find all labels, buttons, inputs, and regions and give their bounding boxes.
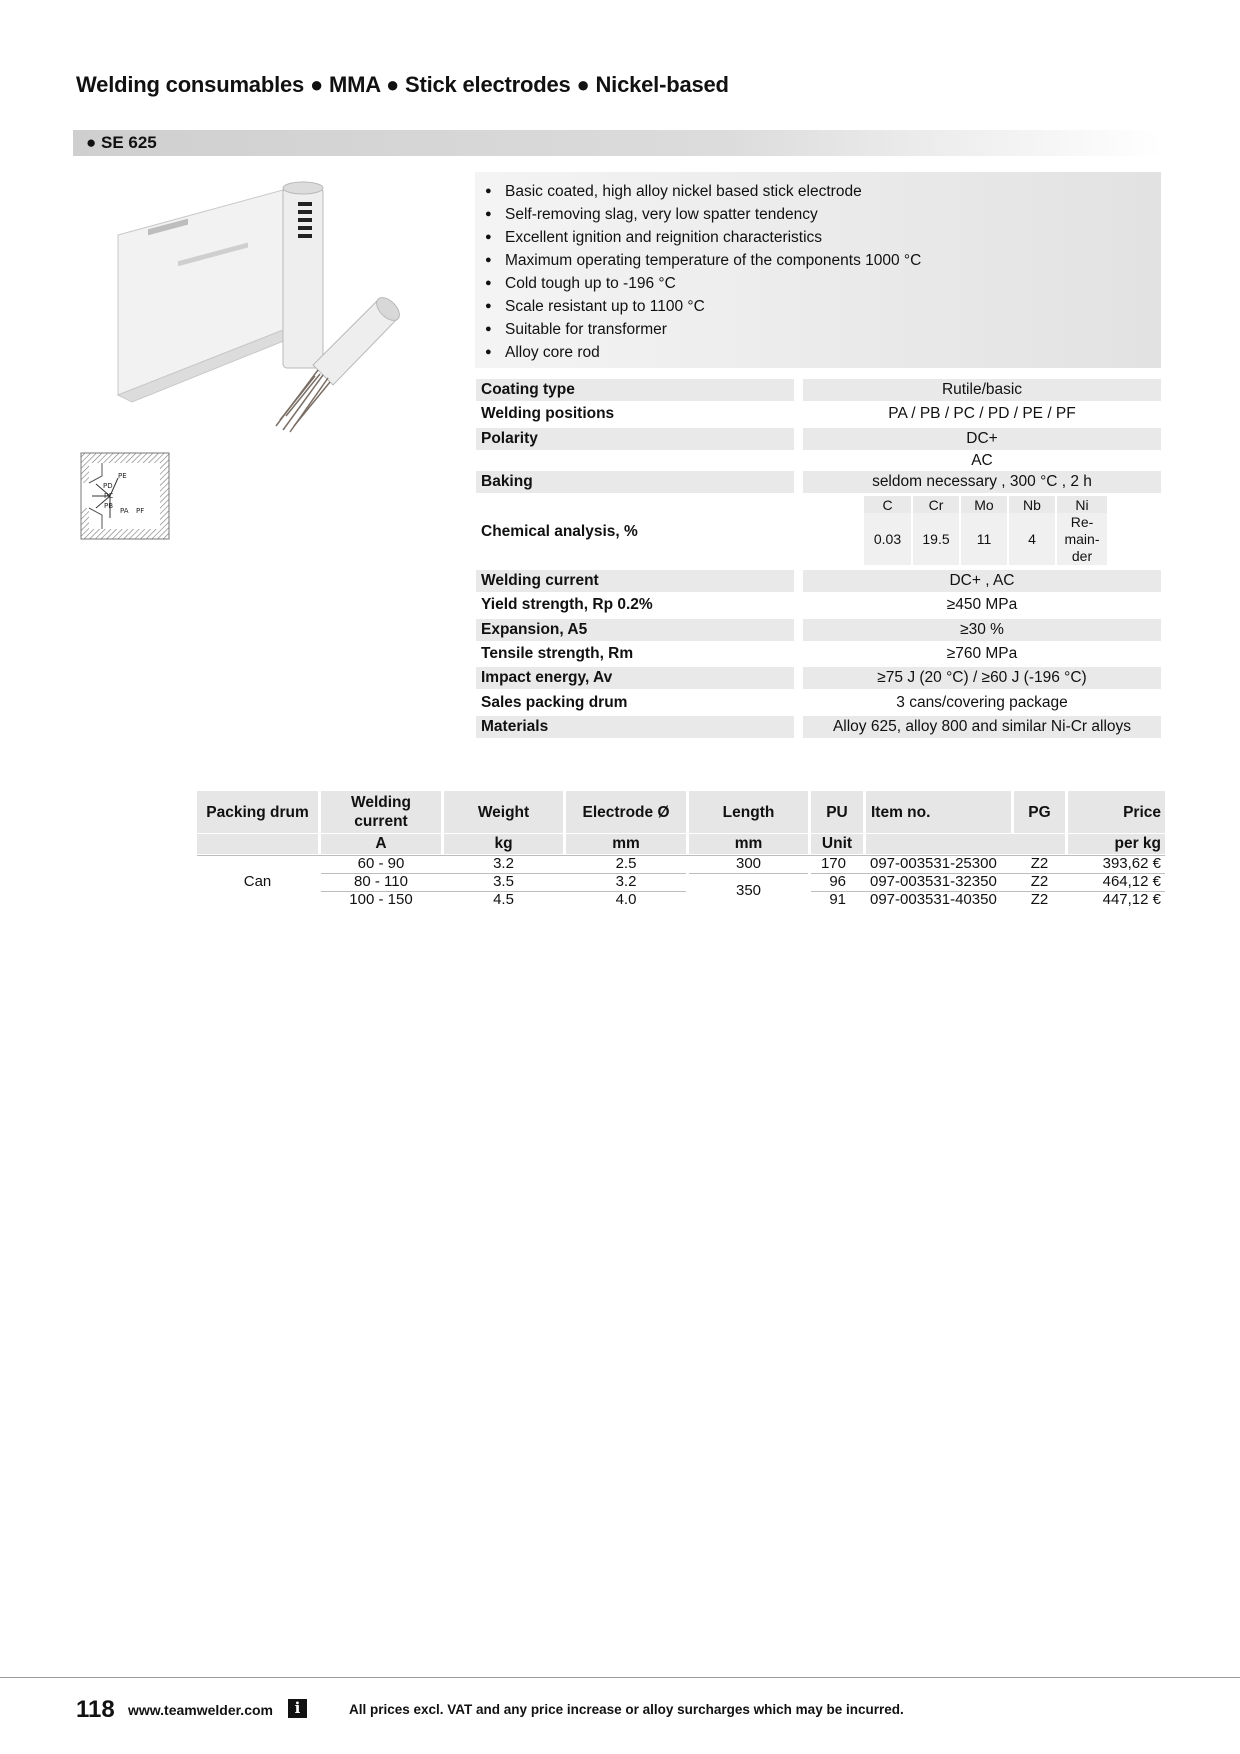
impact-energy-value: ≥75 J (20 °C) / ≥60 J (-196 °C) — [803, 667, 1161, 689]
tensile-strength-value: ≥760 MPa — [946, 645, 1018, 662]
header-weight: Weight — [444, 791, 563, 833]
row-1-weight: 3.2 — [493, 855, 514, 872]
row-2-current: 80 - 110 — [354, 873, 408, 890]
header-welding-current — [321, 791, 441, 833]
diagram-label-pd: PD — [103, 482, 113, 490]
chemical-analysis-table — [864, 496, 1109, 565]
row-3-current: 100 - 150 — [349, 891, 413, 908]
chem-element-c: C — [864, 496, 912, 513]
row-1-length: 300 — [735, 855, 762, 872]
info-icon: i — [288, 1699, 307, 1718]
chem-value-ni — [1056, 513, 1108, 565]
chem-value-ni-line: Re- — [1070, 513, 1094, 530]
sales-packing-label: Sales packing drum — [481, 694, 628, 711]
row-3-diameter: 4.0 — [615, 891, 637, 908]
unit-weight: kg — [494, 835, 513, 852]
chem-value-nb: 4 — [1008, 513, 1056, 565]
coating-type-value: Rutile/basic — [803, 379, 1161, 401]
chem-element-cr: Cr — [912, 496, 960, 513]
header-welding-current-line: Welding — [351, 794, 411, 811]
units-separator — [863, 834, 866, 854]
chem-value-cr: 19.5 — [912, 513, 960, 565]
header-electrode-diameter: Electrode Ø — [566, 791, 686, 833]
welding-positions-value: PA / PB / PC / PD / PE / PF — [888, 405, 1076, 422]
feature-item: ● Scale resistant up to 1100 °C — [485, 295, 1161, 318]
diagram-label-pb: PB — [104, 502, 114, 510]
header-price: Price — [1068, 791, 1165, 833]
chem-value-ni-line: main- — [1064, 530, 1100, 547]
impact-energy-label: Impact energy, Av — [476, 667, 794, 689]
row-2-diameter: 3.2 — [615, 873, 637, 890]
row-1-pg: Z2 — [1030, 855, 1049, 872]
unit-current: A — [375, 835, 387, 852]
polarity-value: DC+ — [803, 428, 1161, 450]
header-length: Length — [689, 791, 808, 833]
unit-diameter: mm — [612, 835, 640, 852]
unit-pu: Unit — [821, 835, 853, 852]
coating-type-label: Coating type — [476, 379, 794, 401]
header-packing-drum: Packing drum — [197, 791, 318, 833]
header-pu: PU — [811, 791, 863, 833]
merged-length-value: 350 — [735, 882, 762, 899]
chem-value-mo: 11 — [960, 513, 1008, 565]
header-item-no: Item no. — [866, 791, 1011, 833]
expansion-label: Expansion, A5 — [476, 619, 794, 641]
feature-item: ● Excellent ignition and reignition characteristics — [485, 226, 1161, 249]
header-welding-current-line: current — [354, 813, 408, 830]
row-1-pu: 170 — [820, 855, 846, 872]
polarity-label: Polarity — [476, 428, 794, 450]
baking-value: seldom necessary , 300 °C , 2 h — [803, 471, 1161, 493]
feature-item: ● Self-removing slag, very low spatter tendency — [485, 203, 1161, 226]
welding-current-label: Welding current — [476, 570, 794, 592]
row-3-pg: Z2 — [1030, 891, 1049, 908]
chem-element-mo: Mo — [960, 496, 1008, 513]
product-image — [108, 180, 408, 440]
row-divider — [689, 873, 808, 874]
unit-price: per kg — [1114, 835, 1161, 852]
header-pg: PG — [1014, 791, 1065, 833]
footer-divider — [0, 1677, 1240, 1678]
welding-current-value: DC+ , AC — [803, 570, 1161, 592]
materials-value: Alloy 625, alloy 800 and similar Ni-Cr alloys — [803, 716, 1161, 738]
feature-item: ● Alloy core rod — [485, 341, 1161, 364]
website-link[interactable]: www.teamwelder.com — [128, 1702, 273, 1718]
row-2-pu: 96 — [829, 873, 846, 890]
feature-item: ● Cold tough up to -196 °C — [485, 272, 1161, 295]
tensile-strength-label: Tensile strength, Rm — [481, 645, 634, 662]
unit-length: mm — [734, 835, 763, 852]
welding-positions-label: Welding positions — [481, 405, 615, 422]
sales-packing-value: 3 cans/covering package — [896, 694, 1068, 711]
expansion-value: ≥30 % — [803, 619, 1161, 641]
chem-value-c: 0.03 — [864, 513, 912, 565]
row-2-pg: Z2 — [1030, 873, 1049, 890]
polarity-value-2: AC — [971, 452, 993, 469]
diagram-label-pa: PA — [120, 507, 129, 515]
diagram-label-pc: PC — [104, 492, 114, 500]
chemical-analysis-label: Chemical analysis, % — [481, 523, 638, 540]
feature-item: ● Maximum operating temperature of the components 1000 °C — [485, 249, 1161, 272]
yield-strength-label: Yield strength, Rp 0.2% — [481, 596, 653, 613]
row-2-item-no: 097-003531-32350 — [870, 873, 997, 890]
row-3-item-no: 097-003531-40350 — [870, 891, 997, 908]
page-number: 118 — [76, 1696, 115, 1723]
row-2-price: 464,12 € — [1102, 873, 1161, 890]
product-header-bar — [73, 130, 1163, 156]
row-1-item-no: 097-003531-25300 — [870, 855, 997, 872]
welding-positions-diagram — [80, 452, 170, 540]
price-disclaimer: All prices excl. VAT and any price increase or alloy surcharges which may be incurred. — [349, 1702, 904, 1717]
materials-label: Materials — [476, 716, 794, 738]
feature-item: ● Basic coated, high alloy nickel based stick electrode — [485, 180, 1161, 203]
diagram-label-pe: PE — [118, 472, 127, 480]
page-title: Welding consumables ● MMA ● Stick electrodes ● Nickel-based — [76, 72, 729, 97]
row-3-price: 447,12 € — [1102, 891, 1161, 908]
features-box — [475, 172, 1161, 368]
chem-value-ni-line: der — [1071, 547, 1093, 564]
row-3-weight: 4.5 — [493, 891, 514, 908]
row-1-price: 393,62 € — [1102, 855, 1161, 872]
packing-drum-value: Can — [243, 873, 272, 890]
feature-item: ● Suitable for transformer — [485, 318, 1161, 341]
row-1-current: 60 - 90 — [357, 855, 405, 872]
diagram-label-pf: PF — [136, 507, 145, 515]
chem-element-nb: Nb — [1008, 496, 1056, 513]
row-2-weight: 3.5 — [493, 873, 514, 890]
product-name: ● SE 625 — [86, 133, 157, 152]
features-list — [475, 172, 1161, 364]
baking-label: Baking — [476, 471, 794, 493]
yield-strength-value: ≥450 MPa — [946, 596, 1018, 613]
row-1-diameter: 2.5 — [615, 855, 637, 872]
chem-element-ni: Ni — [1056, 496, 1108, 513]
row-3-pu: 91 — [829, 891, 846, 908]
